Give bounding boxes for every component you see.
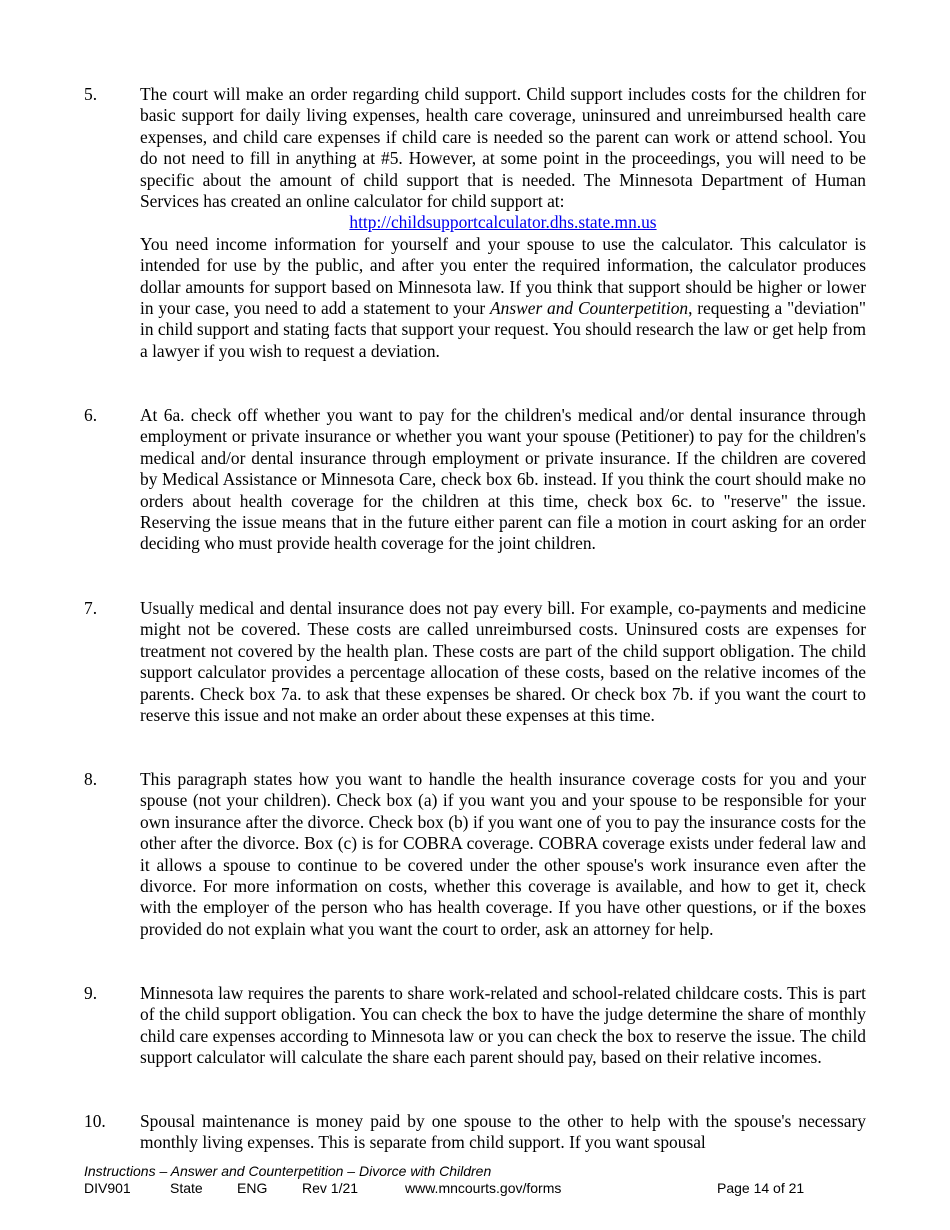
item-number: 9. xyxy=(84,983,98,1003)
instruction-item-9 xyxy=(84,983,866,1069)
page-footer xyxy=(84,1163,866,1197)
item-paragraph: Usually medical and dental insurance does not pay every bill. For example, co-payments and medicine might not be covered. These costs are called unreimbursed costs. Uninsured costs are expenses for treatment not covered by the health plan. These costs are part of the child support obligation. The child support calculator provides a percentage allocation of these costs, based on the relative incomes of the parents. Check box 7a. to ask that these expenses be shared. Or check box 7b. if you want the court to reserve this issue and not make an order about these expenses at this time. xyxy=(140,598,866,726)
instruction-item-7 xyxy=(84,598,866,726)
item-body xyxy=(140,1111,866,1154)
calculator-link-line xyxy=(140,212,866,233)
item-number: 8. xyxy=(84,769,98,789)
instruction-item-10 xyxy=(84,1111,866,1154)
item-number: 7. xyxy=(84,598,98,618)
child-support-calculator-link[interactable]: http://childsupportcalculator.dhs.state.mn.us xyxy=(349,212,657,233)
item-paragraph: The court will make an order regarding child support. Child support includes costs for the children for basic support for daily living expenses, health care coverage, uninsured and unreimbursed health care expenses, and child care expenses if child care is needed so the parent can work or attend school. You do not need to fill in anything at #5. However, at some point in the proceedings, you will need to be specific about the amount of child support that is needed. The Minnesota Department of Human Services has created an online calculator for child support at: xyxy=(140,84,866,212)
footer-title: Instructions – Answer and Counterpetition – Divorce with Children xyxy=(84,1163,492,1179)
paragraph-text: , requesting a "deviation" in child support and stating facts that support your request. You should research the law or get help from a lawyer if you wish to request a deviation. xyxy=(140,298,866,361)
item-body xyxy=(140,405,866,555)
item-body xyxy=(140,983,866,1069)
item-body xyxy=(140,598,866,726)
item-paragraph: Minnesota law requires the parents to share work-related and school-related childcare costs. This is part of the child support obligation. You can check the box to have the judge determine the share of monthly child care expenses according to Minnesota law or you can check the box to reserve the issue. The child support calculator will calculate the share each parent should pay, based on their relative incomes. xyxy=(140,983,866,1068)
item-paragraph xyxy=(140,234,866,362)
item-paragraph: At 6a. check off whether you want to pay for the children's medical and/or dental insurance through employment or private insurance or whether you want your spouse (Petitioner) to pay for the children's medical and/or dental insurance through employment or private insurance. If the children are covered by Medical Assistance or Minnesota Care, check box 6b. instead. If you think the court should make no orders about health coverage for the children at this time, check box 6c. to "reserve" the issue. Reserving the issue means that in the future either parent can file a motion in court asking for an order deciding who must provide health coverage for the joint children. xyxy=(140,405,866,554)
forms-website: www.mncourts.gov/forms xyxy=(405,1180,562,1196)
item-number: 6. xyxy=(84,405,98,425)
form-title-italic: Answer and Counterpetition xyxy=(490,298,689,319)
page-number: Page 14 of 21 xyxy=(717,1180,805,1196)
item-body xyxy=(140,84,866,362)
footer-meta-row xyxy=(84,1180,866,1197)
instruction-item-8 xyxy=(84,769,866,940)
form-language: ENG xyxy=(237,1180,268,1196)
form-revision: Rev 1/21 xyxy=(302,1180,359,1196)
item-body xyxy=(140,769,866,940)
item-number: 5. xyxy=(84,84,98,104)
item-paragraph: Spousal maintenance is money paid by one spouse to the other to help with the spouse's necessary monthly living expenses. This is separate from child support. If you want spousal xyxy=(140,1111,866,1153)
item-number: 10. xyxy=(84,1111,106,1131)
item-paragraph: This paragraph states how you want to handle the health insurance coverage costs for you and your spouse (not your children). Check box (a) if you want you and your spouse to be responsible for your own insurance after the divorce. Check box (b) if you want one of you to pay the insurance costs for the other after the divorce. Box (c) is for COBRA coverage. COBRA coverage exists under federal law and it allows a spouse to continue to be covered under the other spouse's work insurance even after the divorce. For more information on costs, whether this coverage is available, and how to get it, check with the employer of the person who has health coverage. If you have other questions, or if the boxes provided do not explain what you want the court to order, ask an attorney for help. xyxy=(140,769,866,939)
form-state: State xyxy=(170,1180,203,1196)
instruction-item-5 xyxy=(84,84,866,362)
form-code: DIV901 xyxy=(84,1180,131,1196)
instruction-item-6 xyxy=(84,405,866,555)
paragraph-text: You need income information for yourself and your spouse to use the calculator. This calculator is intended for use by the public, and after you enter the required information, the calculator produces dollar amounts for support based on Minnesota law. If you think that support should be higher or lower in your case, you need to add a statement to your xyxy=(140,233,866,319)
